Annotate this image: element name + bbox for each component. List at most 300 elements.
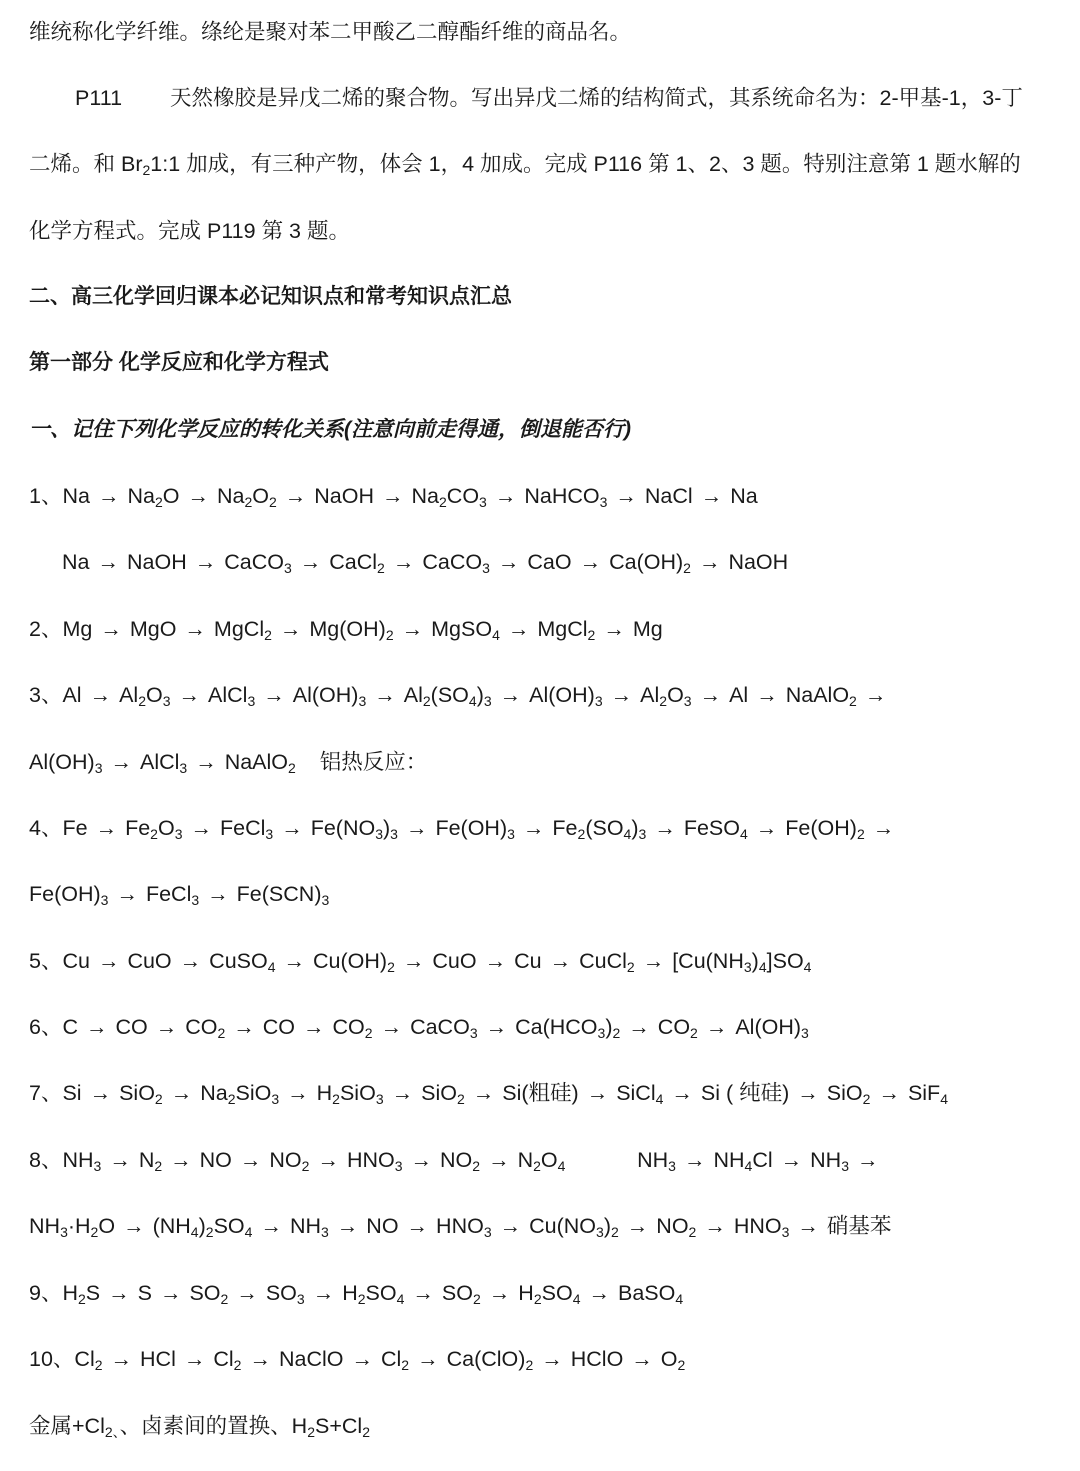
formula bbox=[293, 683, 366, 707]
formula bbox=[734, 1214, 790, 1238]
formula-text: Al(OH) bbox=[529, 683, 595, 707]
arrow-icon: → bbox=[704, 1214, 726, 1238]
formula bbox=[189, 1281, 228, 1305]
formula bbox=[139, 1148, 162, 1172]
formula-text: ) bbox=[198, 1214, 206, 1238]
formula-text: Si ( 纯硅) bbox=[700, 1081, 790, 1105]
formula bbox=[209, 949, 275, 973]
paragraph-p111 bbox=[75, 83, 1070, 113]
subscript: 2 bbox=[577, 826, 586, 842]
formula-text: AlCl bbox=[139, 750, 180, 774]
paragraph-line-4: 化学方程式。完成 P119 第 3 题。 bbox=[29, 219, 350, 243]
formula bbox=[404, 683, 492, 707]
formula bbox=[381, 1347, 409, 1371]
formula-text: NaOH bbox=[314, 484, 375, 508]
arrow-icon: → bbox=[494, 484, 517, 508]
formula bbox=[290, 1214, 329, 1238]
formula-text: SO bbox=[265, 1281, 297, 1305]
formula-text: NH bbox=[29, 1214, 61, 1238]
subscript: 3 bbox=[271, 1091, 280, 1107]
line3-subscript: 2 bbox=[142, 162, 151, 178]
chain-1-sodium bbox=[29, 481, 1070, 511]
formula bbox=[728, 550, 788, 574]
formula bbox=[138, 1281, 152, 1305]
formula bbox=[713, 1148, 772, 1172]
formula bbox=[314, 484, 374, 508]
subscript: 2 bbox=[422, 693, 431, 709]
subscript: 3 bbox=[283, 560, 292, 576]
arrow-icon: → bbox=[236, 1281, 258, 1305]
subscript: 2 bbox=[525, 1357, 534, 1373]
subscript: 3 bbox=[375, 1091, 384, 1107]
formula-text: 硝基苯 bbox=[826, 1214, 892, 1238]
arrow-icon: → bbox=[303, 1015, 325, 1039]
formula bbox=[827, 1081, 871, 1105]
formula-text: CO bbox=[185, 1015, 218, 1039]
formula-text: O bbox=[98, 1214, 116, 1238]
subscript: 2 bbox=[332, 1091, 340, 1107]
chain-6-carbon bbox=[29, 1012, 1070, 1042]
subscript: 4 bbox=[267, 959, 276, 975]
formula-text: Cl bbox=[213, 1347, 234, 1371]
subscript: 2 bbox=[862, 1091, 871, 1107]
formula-text: 2、Mg bbox=[29, 617, 93, 641]
formula bbox=[279, 1347, 344, 1371]
subscript: 3 bbox=[296, 1291, 305, 1307]
arrow-icon: → bbox=[485, 1015, 508, 1039]
formula-text: FeSO bbox=[683, 816, 740, 840]
chain-4-iron bbox=[29, 813, 1070, 843]
formula-text: NH bbox=[810, 1148, 842, 1172]
arrow-icon: → bbox=[110, 750, 132, 774]
section-heading: 二、高三化学回归课本必记知识点和常考知识点汇总 bbox=[29, 285, 512, 308]
subscript: 3 bbox=[469, 1025, 478, 1041]
formula bbox=[119, 683, 170, 707]
formula-text: NaClO bbox=[278, 1347, 344, 1371]
arrow-icon: → bbox=[116, 882, 138, 906]
formula-text: 、卤素间的置换、H bbox=[119, 1414, 308, 1438]
formula bbox=[29, 1214, 115, 1238]
formula-text: Fe bbox=[125, 816, 151, 840]
formula-text: NO bbox=[366, 1214, 399, 1238]
formula bbox=[435, 816, 514, 840]
subscript: 3 bbox=[247, 693, 256, 709]
formula bbox=[119, 1081, 163, 1105]
formula bbox=[29, 683, 82, 707]
arrow-icon: → bbox=[549, 949, 572, 973]
formula-text: S+Cl bbox=[314, 1414, 363, 1438]
arrow-icon: → bbox=[170, 1148, 192, 1172]
arrow-icon: → bbox=[671, 1081, 693, 1105]
subscript: 3 bbox=[321, 892, 330, 908]
subscript: 2 bbox=[307, 1424, 315, 1440]
formula-text: SO bbox=[189, 1281, 221, 1305]
formula-text: Cu(NO bbox=[529, 1214, 597, 1238]
arrow-icon: → bbox=[586, 1081, 609, 1105]
formula-text: ) bbox=[605, 1015, 613, 1039]
formula-text: NaOH bbox=[126, 550, 187, 574]
formula bbox=[329, 550, 385, 574]
formula bbox=[140, 1347, 176, 1371]
subscript: 2 bbox=[154, 1158, 163, 1174]
formula-text: 10、Cl bbox=[29, 1347, 95, 1371]
arrow-icon: → bbox=[317, 1148, 339, 1172]
subsection-heading: 一、记住下列化学反应的转化关系(注意向前走得通，倒退能否行) bbox=[29, 418, 631, 441]
subscript: 3 bbox=[483, 693, 492, 709]
arrow-icon: → bbox=[184, 617, 206, 641]
formula bbox=[672, 949, 811, 973]
subscript: 4 bbox=[244, 1224, 253, 1240]
subscript: 2 bbox=[456, 1091, 465, 1107]
arrow-icon: → bbox=[755, 816, 778, 840]
chain-3-aluminum-b bbox=[29, 747, 1070, 777]
subscript: 2 bbox=[264, 627, 272, 643]
subscript: 2 bbox=[401, 1357, 410, 1373]
formula bbox=[29, 1414, 370, 1438]
formula bbox=[609, 550, 691, 574]
arrow-icon: → bbox=[522, 816, 545, 840]
formula-text: [Cu(NH bbox=[672, 949, 744, 973]
formula-text: Na bbox=[411, 484, 439, 508]
part-heading: 第一部分 化学反应和化学方程式 bbox=[29, 351, 329, 374]
subscript: 2 bbox=[659, 693, 668, 709]
subscript: 2 bbox=[683, 560, 691, 576]
formula-text: (SO bbox=[430, 683, 469, 707]
formula-text: NaAlO bbox=[785, 683, 850, 707]
subscript: 2 bbox=[856, 826, 865, 842]
formula-text: NaAlO bbox=[224, 750, 289, 774]
formula-text: CaCO bbox=[410, 1015, 470, 1039]
subscript: 2 bbox=[533, 1158, 541, 1174]
arrow-icon: → bbox=[281, 816, 303, 840]
formula-text: N bbox=[138, 1148, 155, 1172]
formula bbox=[213, 1347, 241, 1371]
subscript: 3 bbox=[801, 1025, 809, 1041]
formula bbox=[518, 1281, 580, 1305]
formula bbox=[200, 1081, 279, 1105]
arrow-icon: → bbox=[179, 949, 202, 973]
formula bbox=[29, 1281, 100, 1305]
arrow-icon: → bbox=[541, 1347, 563, 1371]
chain-5-copper bbox=[29, 946, 1070, 976]
arrow-icon: → bbox=[239, 1148, 262, 1172]
subscript: 4 bbox=[739, 826, 748, 842]
formula bbox=[640, 683, 691, 707]
subscript: 2 bbox=[301, 1158, 310, 1174]
formula-text: SO bbox=[541, 1281, 573, 1305]
formula bbox=[579, 949, 635, 973]
formula bbox=[524, 484, 607, 508]
arrow-icon: → bbox=[382, 484, 404, 508]
subscript: 3 bbox=[668, 1158, 676, 1174]
arrow-icon: → bbox=[380, 1015, 403, 1039]
subscript: 2 bbox=[626, 959, 635, 975]
formula-text: CuO bbox=[127, 949, 172, 973]
subscript: 2 bbox=[533, 1291, 542, 1307]
paragraph-line-1: 维统称化学纤维。绦纶是聚对苯二甲酸乙二醇酯纤维的商品名。 bbox=[29, 20, 632, 44]
formula bbox=[127, 484, 179, 508]
subscript: 2 bbox=[357, 1291, 366, 1307]
formula bbox=[214, 617, 272, 641]
formula-text: NaHCO bbox=[524, 484, 600, 508]
formula-text: MgSO bbox=[431, 617, 493, 641]
formula-text: CO bbox=[262, 1015, 296, 1039]
arrow-icon: → bbox=[183, 1347, 206, 1371]
formula-text: O bbox=[540, 1148, 558, 1172]
subscript: 4 bbox=[557, 1158, 566, 1174]
formula-text: Ca(HCO bbox=[515, 1015, 598, 1039]
subscript: 4 bbox=[803, 959, 812, 975]
chain-9-sulfur bbox=[29, 1278, 1070, 1308]
arrow-icon: → bbox=[287, 1081, 309, 1105]
subscript: 3 bbox=[390, 826, 398, 842]
arrow-icon: → bbox=[603, 617, 625, 641]
arrow-icon: → bbox=[406, 1214, 429, 1238]
formula bbox=[208, 683, 255, 707]
arrow-icon: → bbox=[615, 484, 637, 508]
subscript: 3 bbox=[162, 693, 171, 709]
formula bbox=[263, 1015, 295, 1039]
arrow-icon: → bbox=[279, 617, 302, 641]
subscript: 3 bbox=[100, 892, 109, 908]
subscript: 2 bbox=[77, 1291, 86, 1307]
arrow-icon: → bbox=[488, 1281, 511, 1305]
subscript: 2 bbox=[154, 494, 163, 510]
arrow-icon: → bbox=[499, 1214, 522, 1238]
subscript: 4 bbox=[758, 959, 767, 975]
subscript: 2 bbox=[268, 494, 277, 510]
formula bbox=[220, 816, 273, 840]
formula-text: H bbox=[518, 1281, 534, 1305]
arrow-icon: → bbox=[864, 683, 887, 707]
arrow-icon: → bbox=[878, 1081, 900, 1105]
formula bbox=[729, 683, 748, 707]
formula bbox=[130, 617, 177, 641]
formula bbox=[29, 1148, 101, 1172]
formula bbox=[269, 1148, 309, 1172]
formula-text: MgCl bbox=[537, 617, 588, 641]
subscript: 2 bbox=[217, 1025, 226, 1041]
subscript: 2 bbox=[362, 1424, 370, 1440]
subscript: 2 bbox=[387, 959, 395, 975]
arrow-icon: → bbox=[190, 816, 212, 840]
formula bbox=[658, 1015, 698, 1039]
arrow-icon: → bbox=[497, 550, 520, 574]
formula bbox=[442, 1281, 481, 1305]
formula-text: SiO bbox=[421, 1081, 457, 1105]
arrow-icon: → bbox=[207, 882, 229, 906]
formula-text: NO bbox=[440, 1148, 473, 1172]
formula-text: Ca(ClO) bbox=[446, 1347, 526, 1371]
formula bbox=[810, 1148, 849, 1172]
subscript: 2 bbox=[377, 560, 385, 576]
arrow-icon: → bbox=[642, 949, 665, 973]
subscript: 2 bbox=[849, 693, 857, 709]
subscript: 3 bbox=[841, 1158, 849, 1174]
subscript: 4 bbox=[744, 1158, 753, 1174]
subscript: 3 bbox=[638, 826, 647, 842]
formula-text: ) bbox=[751, 949, 759, 973]
formula-text: SiF bbox=[907, 1081, 941, 1105]
subscript: 3 bbox=[683, 693, 692, 709]
subscript: 2 bbox=[472, 1158, 481, 1174]
subscript: 2 bbox=[288, 760, 296, 776]
formula bbox=[29, 1081, 82, 1105]
formula bbox=[29, 949, 90, 973]
subscript: 3 bbox=[191, 892, 200, 908]
chain-8-nitrogen-b bbox=[29, 1211, 1070, 1241]
formula-text: SiO bbox=[235, 1081, 272, 1105]
formula-text: Al bbox=[119, 683, 139, 707]
arrow-icon: → bbox=[588, 1281, 610, 1305]
arrow-icon: → bbox=[233, 1015, 255, 1039]
formula-text: Al(OH) bbox=[29, 750, 95, 774]
formula-text: CaCO bbox=[422, 550, 483, 574]
formula bbox=[421, 1081, 465, 1105]
formula bbox=[29, 750, 102, 774]
formula bbox=[153, 1214, 253, 1238]
arrow-icon: → bbox=[85, 1015, 108, 1039]
subscript: 4 bbox=[468, 693, 477, 709]
formula bbox=[317, 1081, 384, 1105]
formula bbox=[342, 1281, 404, 1305]
formula bbox=[656, 1214, 696, 1238]
formula bbox=[571, 1347, 624, 1371]
formula-text: Fe bbox=[552, 816, 578, 840]
subscript: 4 bbox=[940, 1091, 948, 1107]
formula-text: CaCl bbox=[329, 550, 378, 574]
subscript: 4 bbox=[492, 627, 500, 643]
formula-text: ) bbox=[631, 816, 639, 840]
formula bbox=[645, 484, 693, 508]
arrow-icon: → bbox=[698, 550, 721, 574]
formula bbox=[410, 1015, 478, 1039]
formula bbox=[29, 882, 108, 906]
formula-text: N bbox=[517, 1148, 534, 1172]
formula bbox=[827, 1214, 892, 1238]
formula-text: 金属+Cl bbox=[29, 1414, 105, 1438]
formula-text: Na bbox=[62, 550, 90, 574]
formula-text: CaO bbox=[527, 550, 572, 574]
formula-text: SiO bbox=[119, 1081, 155, 1105]
arrow-icon: → bbox=[405, 816, 428, 840]
arrow-icon: → bbox=[351, 1347, 373, 1371]
formula bbox=[224, 550, 292, 574]
formula-text: SiO bbox=[339, 1081, 376, 1105]
formula bbox=[127, 550, 187, 574]
formula bbox=[29, 617, 92, 641]
formula-text: 8、NH bbox=[29, 1148, 94, 1172]
arrow-icon: → bbox=[626, 1214, 649, 1238]
chain-10-chlorine bbox=[29, 1344, 1070, 1374]
formula bbox=[225, 750, 296, 774]
formula bbox=[146, 882, 199, 906]
subscript: 2 bbox=[385, 627, 394, 643]
formula-text: O bbox=[157, 816, 175, 840]
formula bbox=[366, 1214, 398, 1238]
formula-text: CO bbox=[332, 1015, 365, 1039]
subscript: 3 bbox=[93, 1158, 102, 1174]
formula-text: Fe(OH) bbox=[29, 882, 101, 906]
formula-text: 铝热反应： bbox=[295, 750, 428, 774]
formula-text: H bbox=[316, 1081, 333, 1105]
arrow-icon: → bbox=[97, 550, 119, 574]
arrow-icon: → bbox=[499, 683, 522, 707]
subscript: 3 bbox=[594, 693, 603, 709]
formula bbox=[431, 617, 500, 641]
formula-text: Al bbox=[403, 683, 423, 707]
subscript: 3 bbox=[483, 1224, 492, 1240]
formula-text: Si(粗硅) bbox=[502, 1081, 579, 1105]
subscript: 2 bbox=[611, 1224, 619, 1240]
formula-text: S bbox=[85, 1281, 101, 1305]
arrow-icon: → bbox=[628, 1015, 650, 1039]
formula bbox=[701, 1081, 789, 1105]
formula bbox=[616, 1081, 663, 1105]
subscript: 2 bbox=[233, 1357, 242, 1373]
arrow-icon: → bbox=[507, 617, 530, 641]
formula-text: Na bbox=[200, 1081, 228, 1105]
subscript: 3 bbox=[265, 826, 274, 842]
arrow-icon: → bbox=[410, 1148, 433, 1172]
formula bbox=[115, 1015, 147, 1039]
formula-text: CuO bbox=[432, 949, 477, 973]
formula-text: Al bbox=[640, 683, 660, 707]
formula bbox=[422, 550, 490, 574]
arrow-icon: → bbox=[284, 484, 307, 508]
formula bbox=[29, 816, 88, 840]
subscript: 3 bbox=[781, 1224, 790, 1240]
formula-text: Al bbox=[729, 683, 749, 707]
formula-text: NO bbox=[199, 1148, 232, 1172]
formula-text: SiCl bbox=[616, 1081, 656, 1105]
subscript: 3 bbox=[394, 1158, 403, 1174]
formula-text: NaCl bbox=[644, 484, 693, 508]
formula-text: Cl bbox=[752, 1148, 773, 1172]
formula bbox=[313, 949, 395, 973]
formula bbox=[311, 816, 398, 840]
formula-text: ) bbox=[382, 816, 391, 840]
formula bbox=[29, 484, 90, 508]
arrow-icon: → bbox=[872, 816, 895, 840]
line3-text-a: 二烯。和 Br bbox=[29, 152, 143, 176]
formula-text: Fe(OH) bbox=[435, 816, 508, 840]
note-chlorine-reactions bbox=[29, 1411, 1070, 1441]
arrow-icon: → bbox=[159, 1281, 182, 1305]
formula-text: Mg bbox=[632, 617, 663, 641]
formula-text: O bbox=[252, 484, 269, 508]
arrow-icon: → bbox=[484, 949, 507, 973]
formula-text: Ca(OH) bbox=[609, 550, 684, 574]
arrow-icon: → bbox=[654, 816, 676, 840]
formula-text: CuSO bbox=[209, 949, 268, 973]
page-ref-p111: P111 bbox=[75, 86, 123, 110]
formula-text: ) bbox=[603, 1214, 611, 1238]
subscript: 4 bbox=[190, 1224, 199, 1240]
arrow-icon: → bbox=[100, 617, 122, 641]
subscript: 2 bbox=[90, 1224, 99, 1240]
formula-text: NO bbox=[269, 1148, 302, 1172]
formula-text: O bbox=[660, 1347, 678, 1371]
subscript: 2、 bbox=[104, 1424, 120, 1440]
subscript: 2 bbox=[473, 1291, 481, 1307]
formula-text: 7、Si bbox=[29, 1081, 82, 1105]
subscript: 3 bbox=[179, 760, 188, 776]
formula bbox=[785, 816, 864, 840]
formula-text: AlCl bbox=[208, 683, 248, 707]
formula-text: Fe(OH) bbox=[785, 816, 857, 840]
formula-text: NO bbox=[656, 1214, 689, 1238]
